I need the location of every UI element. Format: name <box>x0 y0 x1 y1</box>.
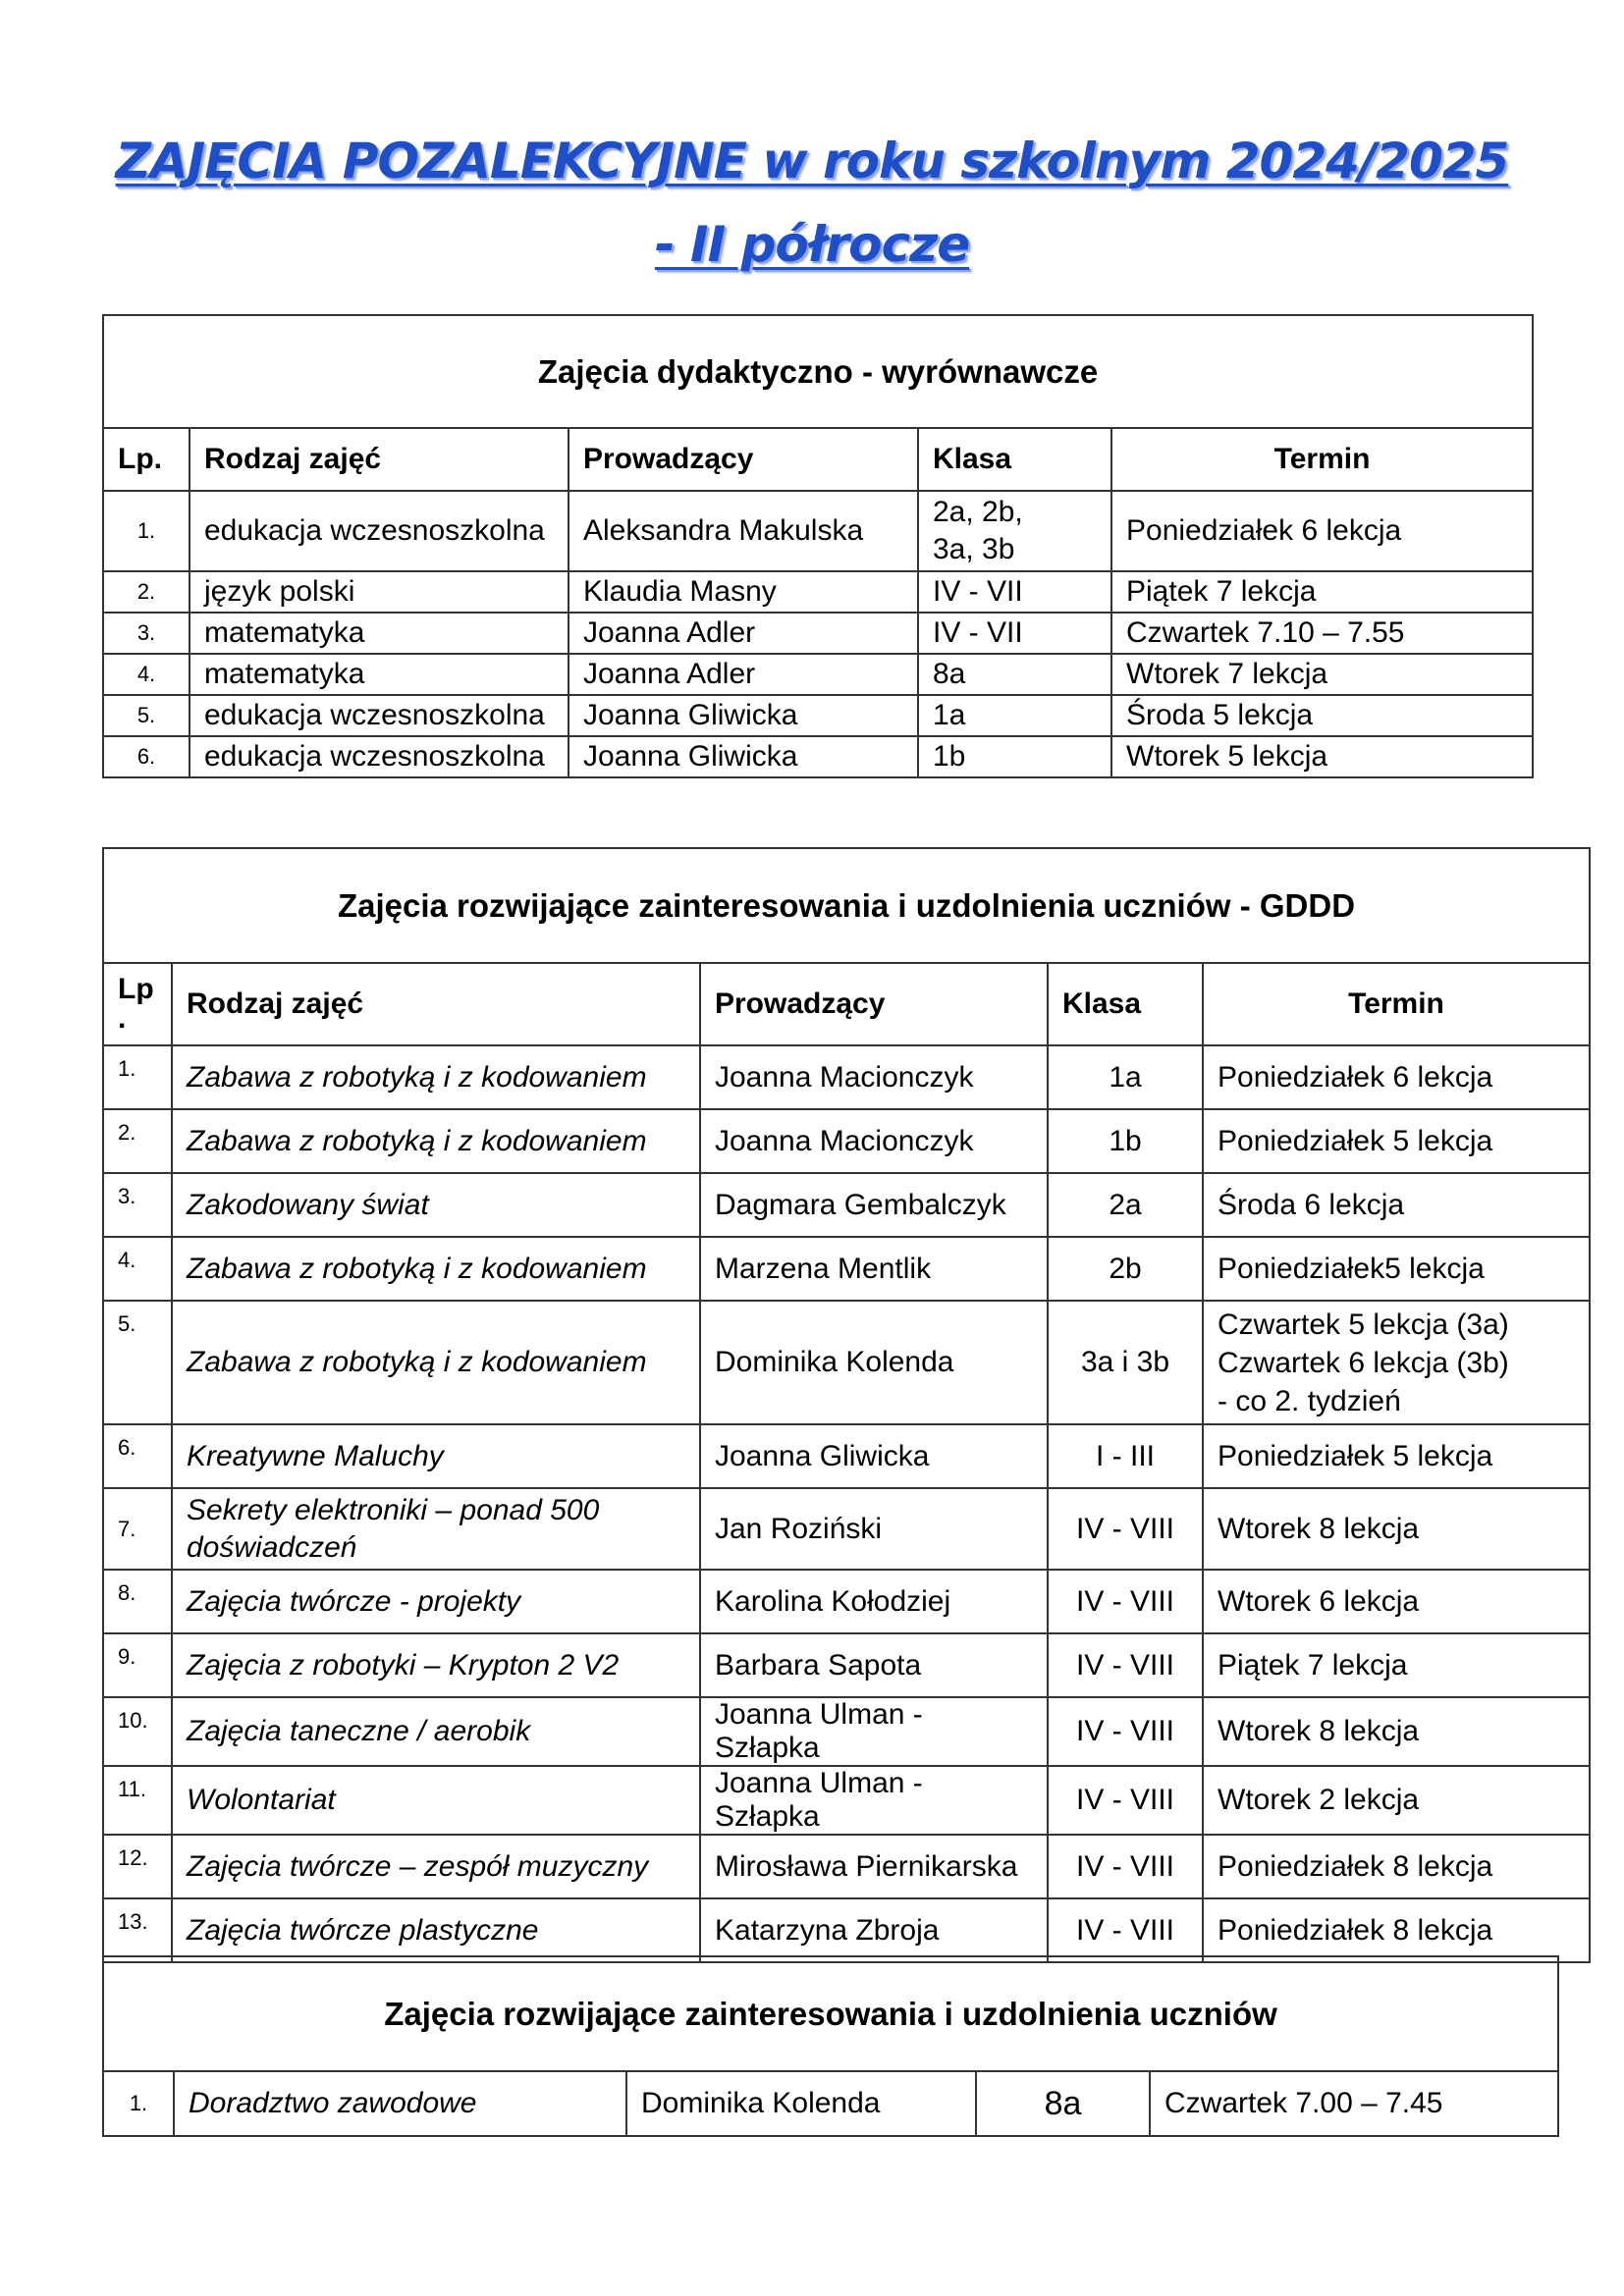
teacher-name: Joanna Ulman - Szłapka <box>700 1766 1048 1835</box>
schedule: Czwartek 7.00 – 7.45 <box>1150 2071 1558 2136</box>
schedule: Poniedziałek 6 lekcja <box>1111 491 1533 571</box>
section-title: Zajęcia rozwijające zainteresowania i uzdolnienia uczniów <box>103 1956 1558 2071</box>
row-number: 13. <box>103 1898 172 1962</box>
teacher-name: Joanna Gliwicka <box>568 695 918 736</box>
row-number: 5. <box>103 1301 172 1424</box>
schedule: Piątek 7 lekcja <box>1203 1633 1590 1697</box>
activity-type: Zabawa z robotyką i z kodowaniem <box>172 1109 700 1173</box>
teacher-name: Jan Roziński <box>700 1488 1048 1570</box>
row-number: 1. <box>103 2071 174 2136</box>
column-header-type: Rodzaj zajęć <box>189 428 568 491</box>
activity-type: edukacja wczesnoszkolna <box>189 491 568 571</box>
activity-type: Zabawa z robotyką i z kodowaniem <box>172 1301 700 1424</box>
row-number: 9. <box>103 1633 172 1697</box>
class-group: IV - VIII <box>1048 1766 1203 1835</box>
schedule: Wtorek 8 lekcja <box>1203 1488 1590 1570</box>
class-group: 1b <box>1048 1109 1203 1173</box>
table-row <box>103 1173 1590 1237</box>
row-number: 2. <box>103 571 189 613</box>
class-group: IV - VII <box>918 571 1111 613</box>
column-header-class: Klasa <box>918 428 1111 491</box>
row-number: 6. <box>103 1424 172 1488</box>
table-row <box>103 654 1533 695</box>
page-title: ZAJĘCIA POZALEKCYJNE w roku szkolnym 2024/2025 <box>115 133 1509 189</box>
table-interest-classes-gddd <box>102 847 1591 1963</box>
activity-type: Zabawa z robotyką i z kodowaniem <box>172 1045 700 1109</box>
row-number: 8. <box>103 1570 172 1633</box>
schedule: Czwartek 5 lekcja (3a) Czwartek 6 lekcja (3b) - co 2. tydzień <box>1203 1301 1590 1424</box>
schedule: Wtorek 7 lekcja <box>1111 654 1533 695</box>
activity-type: edukacja wczesnoszkolna <box>189 695 568 736</box>
column-header-lp: Lp. <box>103 428 189 491</box>
row-number: 4. <box>103 1237 172 1301</box>
schedule: Poniedziałek 5 lekcja <box>1203 1109 1590 1173</box>
row-number: 5. <box>103 695 189 736</box>
activity-type: matematyka <box>189 613 568 654</box>
teacher-name: Aleksandra Makulska <box>568 491 918 571</box>
table-interest-classes <box>102 1955 1559 2137</box>
activity-type: Kreatywne Maluchy <box>172 1424 700 1488</box>
teacher-name: Joanna Ulman - Szłapka <box>700 1697 1048 1766</box>
class-group: 2b <box>1048 1237 1203 1301</box>
class-group: IV - VIII <box>1048 1898 1203 1962</box>
activity-type: Zajęcia z robotyki – Krypton 2 V2 <box>172 1633 700 1697</box>
row-number: 7. <box>103 1488 172 1570</box>
column-header-schedule: Termin <box>1111 428 1533 491</box>
teacher-name: Joanna Adler <box>568 613 918 654</box>
table-row <box>103 613 1533 654</box>
schedule: Czwartek 7.10 – 7.55 <box>1111 613 1533 654</box>
activity-type: Zajęcia taneczne / aerobik <box>172 1697 700 1766</box>
schedule: Poniedziałek 8 lekcja <box>1203 1835 1590 1898</box>
activity-type: edukacja wczesnoszkolna <box>189 736 568 777</box>
teacher-name: Dominika Kolenda <box>700 1301 1048 1424</box>
schedule: Poniedziałek5 lekcja <box>1203 1237 1590 1301</box>
class-group: 8a <box>918 654 1111 695</box>
schedule: Środa 6 lekcja <box>1203 1173 1590 1237</box>
table-row <box>103 695 1533 736</box>
column-header-teacher: Prowadzący <box>568 428 918 491</box>
teacher-name: Dominika Kolenda <box>626 2071 976 2136</box>
teacher-name: Dagmara Gembalczyk <box>700 1173 1048 1237</box>
activity-type: Zajęcia twórcze - projekty <box>172 1570 700 1633</box>
table-row <box>103 571 1533 613</box>
activity-type: Zabawa z robotyką i z kodowaniem <box>172 1237 700 1301</box>
column-header-teacher: Prowadzący <box>700 963 1048 1045</box>
table-row <box>103 1766 1590 1835</box>
activity-type: Zakodowany świat <box>172 1173 700 1237</box>
column-header-type: Rodzaj zajęć <box>172 963 700 1045</box>
row-number: 12. <box>103 1835 172 1898</box>
schedule: Wtorek 2 lekcja <box>1203 1766 1590 1835</box>
schedule: Poniedziałek 6 lekcja <box>1203 1045 1590 1109</box>
class-group: 3a i 3b <box>1048 1301 1203 1424</box>
activity-type: Zajęcia twórcze plastyczne <box>172 1898 700 1962</box>
schedule: Piątek 7 lekcja <box>1111 571 1533 613</box>
column-header-lp: Lp . <box>103 963 172 1045</box>
class-group: 1b <box>918 736 1111 777</box>
class-group: 1a <box>1048 1045 1203 1109</box>
class-group: I - III <box>1048 1424 1203 1488</box>
class-group: IV - VII <box>918 613 1111 654</box>
class-group: IV - VIII <box>1048 1488 1203 1570</box>
table-row <box>103 1424 1590 1488</box>
table-row <box>103 1109 1590 1173</box>
row-number: 4. <box>103 654 189 695</box>
class-group: IV - VIII <box>1048 1697 1203 1766</box>
teacher-name: Katarzyna Zbroja <box>700 1898 1048 1962</box>
row-number: 1. <box>103 1045 172 1109</box>
activity-type: matematyka <box>189 654 568 695</box>
table-row <box>103 2071 1558 2136</box>
class-group: 8a <box>976 2071 1150 2136</box>
schedule: Wtorek 5 lekcja <box>1111 736 1533 777</box>
table-row <box>103 1697 1590 1766</box>
table-row <box>103 1570 1590 1633</box>
teacher-name: Joanna Gliwicka <box>568 736 918 777</box>
schedule: Poniedziałek 8 lekcja <box>1203 1898 1590 1962</box>
row-number: 3. <box>103 613 189 654</box>
table-row <box>103 1488 1590 1570</box>
schedule: Poniedziałek 5 lekcja <box>1203 1424 1590 1488</box>
table-row <box>103 1633 1590 1697</box>
teacher-name: Joanna Adler <box>568 654 918 695</box>
activity-type: Doradztwo zawodowe <box>174 2071 626 2136</box>
schedule: Środa 5 lekcja <box>1111 695 1533 736</box>
table-row <box>103 1898 1590 1962</box>
column-header-class: Klasa <box>1048 963 1203 1045</box>
table-row <box>103 1237 1590 1301</box>
activity-type: Sekrety elektroniki – ponad 500 doświadczeń <box>172 1488 700 1570</box>
teacher-name: Joanna Macionczyk <box>700 1109 1048 1173</box>
row-number: 6. <box>103 736 189 777</box>
table-row <box>103 1835 1590 1898</box>
table-row <box>103 1301 1590 1424</box>
teacher-name: Joanna Macionczyk <box>700 1045 1048 1109</box>
teacher-name: Marzena Mentlik <box>700 1237 1048 1301</box>
class-group: IV - VIII <box>1048 1633 1203 1697</box>
row-number: 11. <box>103 1766 172 1835</box>
teacher-name: Klaudia Masny <box>568 571 918 613</box>
row-number: 2. <box>103 1109 172 1173</box>
table-row <box>103 491 1533 571</box>
class-group: 2a, 2b, 3a, 3b <box>918 491 1111 571</box>
teacher-name: Mirosława Piernikarska <box>700 1835 1048 1898</box>
teacher-name: Barbara Sapota <box>700 1633 1048 1697</box>
teacher-name: Karolina Kołodziej <box>700 1570 1048 1633</box>
page-subtitle: - II półrocze <box>654 216 970 273</box>
row-number: 3. <box>103 1173 172 1237</box>
table-remedial-classes <box>102 314 1534 778</box>
section-title: Zajęcia rozwijające zainteresowania i uzdolnienia uczniów - GDDD <box>103 848 1590 963</box>
class-group: 1a <box>918 695 1111 736</box>
row-number: 1. <box>103 491 189 571</box>
activity-type: język polski <box>189 571 568 613</box>
schedule: Wtorek 6 lekcja <box>1203 1570 1590 1633</box>
section-title: Zajęcia dydaktyczno - wyrównawcze <box>103 315 1533 428</box>
teacher-name: Joanna Gliwicka <box>700 1424 1048 1488</box>
row-number: 10. <box>103 1697 172 1766</box>
column-header-schedule: Termin <box>1203 963 1590 1045</box>
class-group: IV - VIII <box>1048 1570 1203 1633</box>
activity-type: Zajęcia twórcze – zespół muzyczny <box>172 1835 700 1898</box>
class-group: IV - VIII <box>1048 1835 1203 1898</box>
table-row <box>103 736 1533 777</box>
schedule: Wtorek 8 lekcja <box>1203 1697 1590 1766</box>
activity-type: Wolontariat <box>172 1766 700 1835</box>
class-group: 2a <box>1048 1173 1203 1237</box>
table-row <box>103 1045 1590 1109</box>
